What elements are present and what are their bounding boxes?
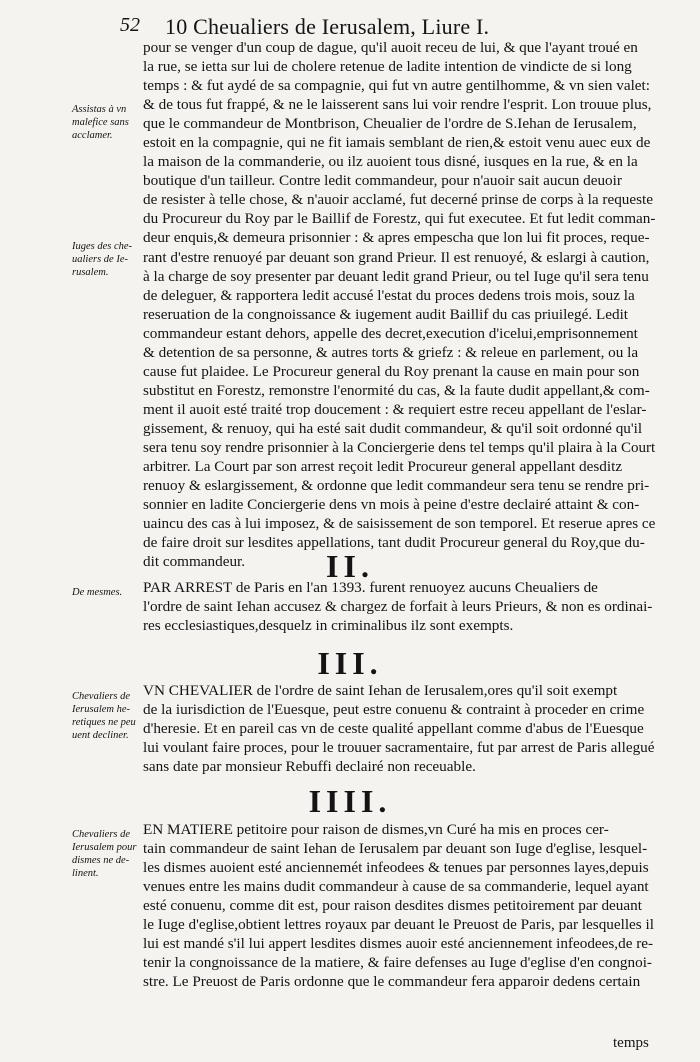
section-heading-2: II. (326, 548, 374, 584)
paragraph-section-4 (143, 820, 655, 991)
margin-note-4: Chevaliers de Ierusalem he- retiques ne peu uent decliner. (72, 691, 136, 741)
text-line: tenir la congnoissance de la matiere, & faire defenses au Iuge d'eglise d'en congnoi- (143, 954, 652, 972)
text-line: dit commandeur. (143, 553, 246, 571)
text-line: de deleguer, & rapportera ledit accusé l'estat du proces dedens trois mois, souz la (143, 286, 635, 304)
text-line: EN MATIERE petitoire pour raison de dismes,vn Curé ha mis en proces cer- (143, 821, 609, 838)
text-line: la maison de la commanderie, ou ilz auoient tous disné, iusques en la rue, & en la (143, 153, 638, 171)
text-line: sans date par monsieur Rebuffi declairé non receuable. (143, 758, 476, 776)
text-line: les dismes auoient esté anciennemét infeodees & tenues par personnes layes,depuis (143, 859, 649, 877)
section-heading-3: III. (317, 645, 383, 681)
text-line: cause fut plaidee. Le Procureur general du Roy prenant la cause en main pour son (143, 362, 640, 380)
text-line: substitut en Forestz, remonstre l'enormité du cas, & la faute dudit appellant,& com- (143, 381, 650, 399)
text-line: esté conuenu, comme dit est, pour raison desdites dismes petitoirement par deuant (143, 897, 642, 915)
margin-note-5: Chevaliers de Ierusalem pour dismes ne de- linent. (72, 829, 137, 879)
section-heading-4: IIII. (308, 783, 392, 819)
text-line: de faire droit sur lesdites appellations, tant dudit Procureur general du Roy,que du- (143, 534, 645, 552)
text-line: boutique d'un tailleur. Contre ledit commandeur, pour n'auoir sait aucun deuoir (143, 172, 622, 190)
margin-note-2: Iuges des che- ualiers de Ie- rusalem. (72, 241, 133, 278)
paragraph-section-3 (143, 681, 655, 776)
text-line: sonnier en ladite Conciergerie dens vn mois à peine d'estre declairé attaint & con- (143, 496, 640, 514)
margin-note-3: De mesmes. (72, 587, 123, 598)
text-line: deur enquis,& demeura prisonnier : & apres empescha que lon lui fit proces, reque- (143, 229, 650, 247)
paragraph-continuation (143, 38, 655, 571)
page-number: 52 (120, 14, 140, 36)
text-line: renuoy & eslargissement, & ordonne que ledit commandeur sera tenu se rendre pri- (143, 477, 650, 495)
text-line: venues entre les mains dudit commandeur à cause de sa commanderie, lequel ayant (143, 878, 649, 896)
text-line: lui est mandé s'il lui appert lesdites dismes auoir esté anciennement infeodees,de re- (143, 935, 654, 953)
text-line: tain commandeur de saint Iehan de Ierusalem par deuant son Iuge d'eglise, lesquel- (143, 840, 648, 858)
text-line: à la charge de soy presenter par deuant ledit grand Prieur, ou tel Iuge qu'il sera tenu (143, 267, 649, 285)
margin-note-1: Assistas à vn malefice sans acclamer. (72, 104, 129, 141)
text-line: de la iurisdiction de l'Euesque, peut estre conuenu & contraint à proceder en crime (143, 701, 645, 719)
text-line: VN CHEVALIER de l'ordre de saint Iehan de Ierusalem,ores qu'il soit exempt (143, 682, 618, 699)
catchword: temps (613, 1035, 649, 1051)
text-line: l'ordre de saint Iehan accusez & chargez de forfait à leurs Prieurs, & non es ordinai- (143, 598, 653, 616)
text-line: & de tous fut frappé, & ne le laisserent sans lui voir rendre l'esprit. Lon trouue plus, (143, 96, 652, 114)
text-line: stre. Le Preuost de Paris ordonne que le commandeur fera apparoir dedens certain (143, 973, 641, 991)
paragraph-section-2 (143, 578, 655, 635)
text-line: que le commandeur de Montbrison, Cheualier de l'ordre de S.Iehan de Ierusalem, (143, 115, 637, 133)
text-line: reseruation de la congnoissance & iugement audit Baillif du cas priuilegé. Ledit (143, 305, 629, 323)
text-line: commandeur estant dehors, appelle des decret,execution d'icelui,emprisonnement (143, 324, 638, 342)
text-line: & detention de sa personne, & autres torts & griefz : & releue en parlement, ou la (143, 343, 639, 361)
running-head: 10 Cheualiers de Ierusalem, Liure I. (165, 14, 490, 39)
text-line: la rue, se ietta sur lui de cholere retenue de ladite intention de vindicte de si long (143, 58, 632, 76)
text-line: sera tenu soy rendre prisonnier à la Conciergerie dens tel temps qu'il plaira à la Court (143, 438, 656, 456)
text-line: du Procureur du Roy par le Baillif de Forestz, qui fut executee. Et fut ledit comman- (143, 210, 656, 228)
text-line: rant d'estre renuoyé par deuant son grand Prieur. Il est renuoyé, & eslargi à caution, (143, 248, 650, 266)
text-line: PAR ARREST de Paris en l'an 1393. furent renuoyez aucuns Cheualiers de (143, 579, 598, 596)
text-line: lui voulant faire proces, pour le trouuer sacramentaire, fut par arrest de Paris allegué (143, 739, 655, 757)
text-line: gissement, & renuoy, qui ha esté sait dudit commandeur, & qu'il soit ordonné qu'il (143, 419, 643, 437)
text-line: estoit en la compagnie, qui ne fit iamais semblant de rien,& estoit venu auec eux de (143, 134, 651, 152)
text-line: res ecclesiastiques,desquelz in criminalibus ilz sont exempts. (143, 617, 514, 635)
text-line: d'heresie. Et en pareil cas vn de ceste qualité appellant comme d'abus de l'Euesque (143, 720, 644, 738)
text-line: ment il auoit esté traité trop doucement : & requiert estre receu appellant de l'eslar- (143, 400, 647, 418)
text-line: temps : & fut aydé de sa compagnie, qui fut vn autre gentilhomme, & vn sien valet: (143, 77, 650, 95)
text-line: le Iuge d'eglise,obtient lettres royaux par deuant le Preuost de Paris, par lesquelles il (143, 916, 654, 934)
text-line: arbitrer. La Court par son arrest reçoit ledit Procureur general appellant desditz (143, 458, 623, 476)
text-line: uaincu des cas à lui imposez, & de saisissement de son temporel. Et reserue apres ce (143, 515, 656, 533)
text-line: pour se venger d'un coup de dague, qu'il auoit receu de lui, & que l'ayant troué en (143, 39, 638, 56)
text-line: de resister à telle chose, & n'auoir acclamé, fut decerné prinse de corps à la requeste (143, 191, 654, 209)
page-header (120, 14, 675, 40)
